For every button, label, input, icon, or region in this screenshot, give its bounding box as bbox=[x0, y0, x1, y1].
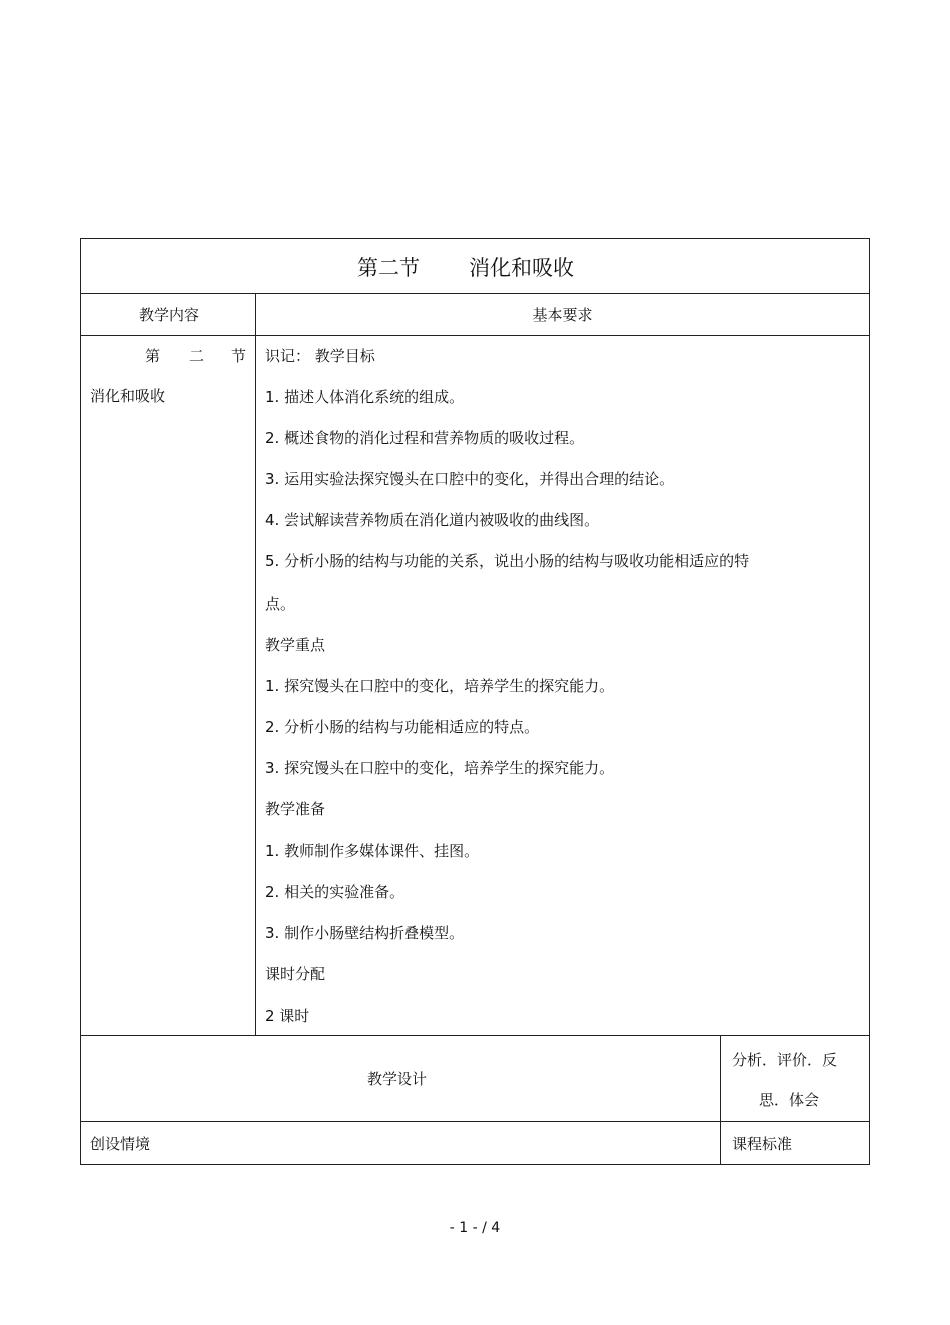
requirement-line: 2 课时 bbox=[265, 1007, 310, 1025]
requirement-line: 1. 探究馒头在口腔中的变化，培养学生的探究能力。 bbox=[265, 677, 615, 695]
scenario-cell: 创设情境 bbox=[80, 1121, 721, 1165]
table-title bbox=[80, 238, 870, 294]
requirement-line: 4. 尝试解读营养物质在消化道内被吸收的曲线图。 bbox=[265, 511, 600, 529]
requirement-line: 识记： 教学目标 bbox=[265, 347, 375, 365]
header-col2: 基本要求 bbox=[255, 293, 870, 336]
requirement-line: 3. 制作小肠壁结构折叠模型。 bbox=[265, 924, 465, 942]
curriculum-standard-cell: 课程标准 bbox=[720, 1121, 870, 1165]
content-right-cell bbox=[255, 335, 870, 1036]
requirement-line: 课时分配 bbox=[265, 965, 326, 983]
requirement-line: 3. 运用实验法探究馒头在口腔中的变化，并得出合理的结论。 bbox=[265, 470, 675, 488]
requirement-line: 1. 教师制作多媒体课件、挂图。 bbox=[265, 842, 480, 860]
requirement-line: 3. 探究馒头在口腔中的变化，培养学生的探究能力。 bbox=[265, 759, 615, 777]
requirement-line: 教学准备 bbox=[265, 800, 326, 818]
page-number: - 1 - / 4 bbox=[449, 1220, 501, 1236]
title-topic: 消化和吸收 bbox=[469, 256, 574, 280]
requirement-line: 5. 分析小肠的结构与功能的关系，说出小肠的结构与吸收功能相适应的特 bbox=[265, 552, 750, 570]
requirement-line: 1. 描述人体消化系统的组成。 bbox=[265, 388, 465, 406]
header-col1: 教学内容 bbox=[80, 293, 256, 336]
reflection-cell: 分析．评价．反 思．体会 bbox=[720, 1035, 870, 1122]
requirement-line: 点。 bbox=[265, 595, 296, 613]
content-left-cell: 第 二 节 消化和吸收 bbox=[80, 335, 256, 1036]
requirement-line: 2. 分析小肠的结构与功能相适应的特点。 bbox=[265, 718, 540, 736]
requirement-line: 2. 相关的实验准备。 bbox=[265, 883, 405, 901]
requirement-line: 教学重点 bbox=[265, 636, 326, 654]
requirement-line: 2. 概述食物的消化过程和营养物质的吸收过程。 bbox=[265, 429, 585, 447]
title-section: 第二节 bbox=[357, 256, 420, 280]
design-cell: 教学设计 bbox=[80, 1035, 721, 1122]
